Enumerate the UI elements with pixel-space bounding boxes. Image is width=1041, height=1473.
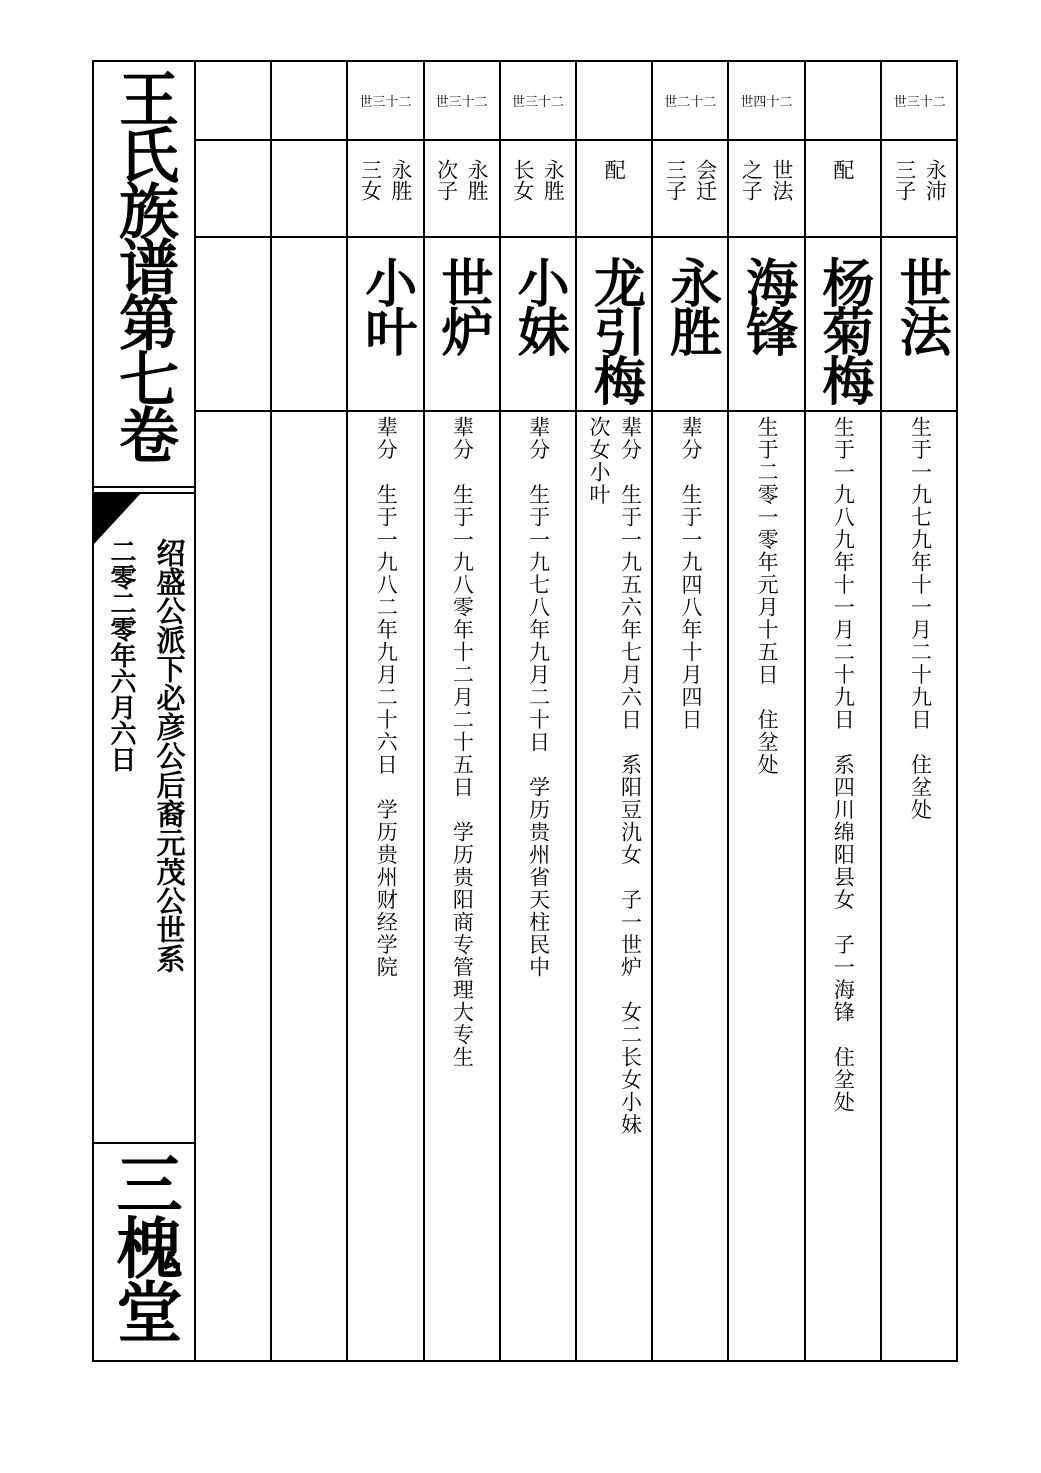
- relation-label: 世法 之子: [739, 158, 794, 201]
- generation-label-cell: [882, 62, 958, 141]
- person-name: 海锋: [736, 256, 797, 354]
- relation-label-cell: [272, 141, 346, 238]
- person-name-cell: [425, 238, 499, 412]
- person-column: [653, 62, 729, 1360]
- person-bio: 辈分 生于一九七八年九月二十日 学历贵州省天柱民中: [526, 416, 551, 979]
- person-name-cell: [653, 238, 727, 412]
- ornament-triangle-icon: [94, 486, 196, 544]
- person-bio-cell: [501, 412, 575, 1362]
- person-column: [272, 62, 348, 1360]
- relation-label-cell: [806, 141, 880, 238]
- generation-label-cell: [729, 62, 803, 141]
- generation-label: 世三十二: [435, 95, 488, 110]
- relation-label: 永沛 三子: [892, 158, 948, 201]
- person-bio: 生于二零一零年元月十五日 住坌处: [755, 416, 780, 776]
- relation-label-cell: [882, 141, 958, 238]
- generation-label: 世四十二: [740, 95, 793, 110]
- person-column: [501, 62, 577, 1360]
- person-bio-cell: [577, 412, 651, 1362]
- relation-label-cell: [729, 141, 803, 238]
- relation-label: 永胜 长女: [510, 158, 566, 201]
- person-bio-cell: [425, 412, 499, 1362]
- relation-label-cell: [348, 141, 422, 238]
- generation-label-cell: [425, 62, 499, 141]
- title-strip: [94, 62, 196, 1360]
- person-name: 龙引梅: [584, 256, 645, 403]
- person-bio-cell: [348, 412, 422, 1362]
- person-name: 世炉: [431, 256, 492, 354]
- generation-label-cell: [806, 62, 880, 141]
- person-column: [196, 62, 272, 1360]
- generation-label: 世二十二: [664, 95, 717, 110]
- person-bio: 辈分 生于一九八二年九月二十六日 学历贵州财经学院: [374, 416, 399, 979]
- person-name-cell: [501, 238, 575, 412]
- relation-label-cell: [653, 141, 727, 238]
- person-name-cell: [196, 238, 270, 412]
- person-name-cell: [272, 238, 346, 412]
- relation-label: 配: [830, 158, 855, 180]
- person-name: 永胜: [660, 256, 721, 354]
- generation-label: 世三十二: [359, 95, 412, 110]
- person-name-cell: [348, 238, 422, 412]
- person-column: [882, 62, 958, 1360]
- generation-label-cell: [577, 62, 651, 141]
- person-bio-cell: [653, 412, 727, 1362]
- person-bio: 辈分 生于一九四八年十月四日: [678, 416, 703, 731]
- person-bio: 生于一九七九年十一月二十九日 住坌处: [908, 416, 933, 821]
- relation-label-cell: [425, 141, 499, 238]
- person-column: [729, 62, 805, 1360]
- book-title-cell: [94, 62, 194, 484]
- generation-label: 世三十二: [511, 95, 564, 110]
- generation-label-cell: [272, 62, 346, 141]
- generation-label-cell: [653, 62, 727, 141]
- genealogy-page: [92, 60, 958, 1362]
- compile-date: [98, 538, 144, 838]
- person-bio-cell: [729, 412, 803, 1362]
- relation-label: 配: [602, 158, 627, 180]
- generation-label-cell: [196, 62, 270, 141]
- person-column: [348, 62, 424, 1360]
- person-bio-cell: [196, 412, 270, 1362]
- hall-name: 三槐堂: [105, 1150, 183, 1342]
- person-name-cell: [882, 238, 958, 412]
- person-name: 小妹: [508, 256, 569, 354]
- person-bio: 辈分 生于一九五六年七月六日 系阳豆氿女 子一世炉 女二长女小妹 次女小叶: [587, 416, 643, 1136]
- genealogy-grid: [196, 62, 958, 1360]
- person-name: 杨菊梅: [812, 256, 873, 403]
- decorative-divider: [94, 486, 194, 544]
- generation-label-cell: [501, 62, 575, 141]
- date-text: 二零二零年六月六日: [106, 538, 136, 772]
- relation-label-cell: [196, 141, 270, 238]
- relation-label: 永胜 次子: [434, 158, 490, 201]
- person-column: [806, 62, 882, 1360]
- relation-label: 会迁 三子: [663, 158, 718, 201]
- generation-label: 世三十二: [893, 95, 946, 110]
- person-column: [577, 62, 653, 1360]
- person-name: 世法: [890, 256, 951, 354]
- relation-label: 永胜 三女: [358, 158, 413, 201]
- generation-label-cell: [348, 62, 422, 141]
- person-column: [425, 62, 501, 1360]
- person-name-cell: [729, 238, 803, 412]
- person-bio-cell: [882, 412, 958, 1362]
- person-name-cell: [577, 238, 651, 412]
- person-name-cell: [806, 238, 880, 412]
- book-title: 王氏族谱第七卷: [109, 68, 179, 460]
- lineage-text: 绍盛公派下必彦公后裔元茂公世系: [152, 538, 187, 973]
- person-bio: 生于一九八九年十一月二十九日 系四川绵阳县女 子一海锋 住坌处: [831, 416, 856, 1114]
- person-bio: 辈分 生于一九八零年十二月二十五日 学历贵阳商专管理大专生: [450, 416, 475, 1069]
- person-name: 小叶: [355, 256, 416, 354]
- person-bio-cell: [806, 412, 880, 1362]
- relation-label-cell: [577, 141, 651, 238]
- person-bio-cell: [272, 412, 346, 1362]
- relation-label-cell: [501, 141, 575, 238]
- lineage-line: [146, 538, 192, 1098]
- hall-name-cell: [94, 1142, 194, 1362]
